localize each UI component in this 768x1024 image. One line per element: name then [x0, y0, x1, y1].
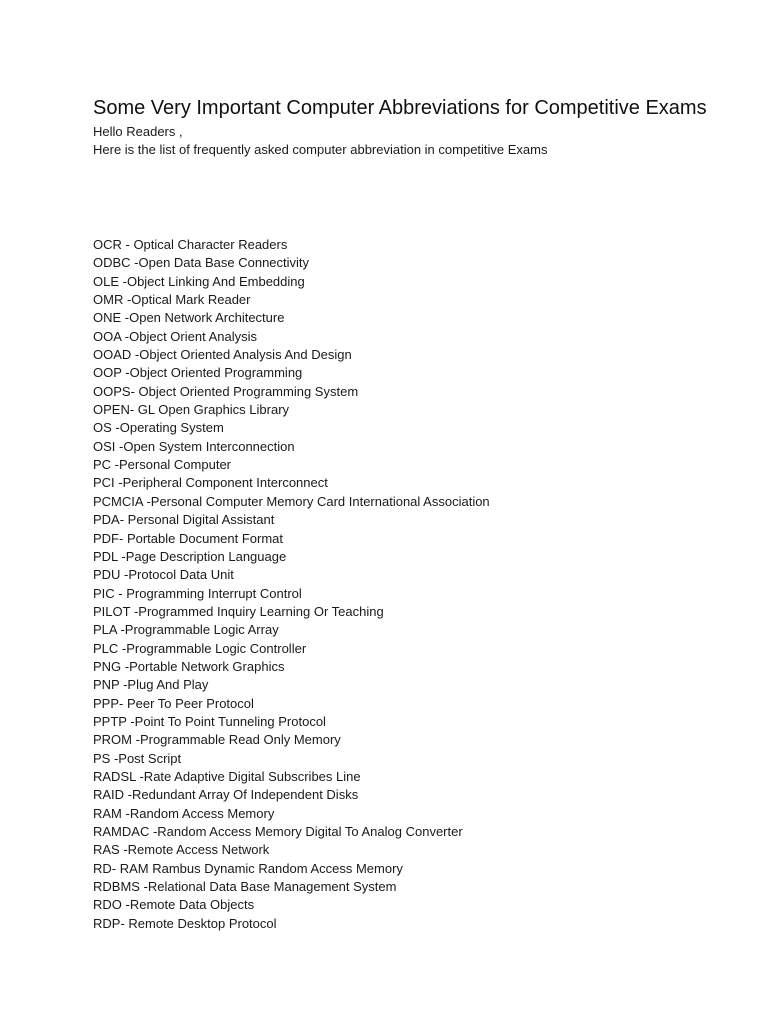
- list-item: RD- RAM Rambus Dynamic Random Access Memory: [93, 860, 403, 876]
- greeting-text: Hello Readers ,: [93, 124, 183, 139]
- list-item: ONE -Open Network Architecture: [93, 310, 285, 326]
- list-item: PCI -Peripheral Component Interconnect: [93, 475, 328, 491]
- list-item: RAMDAC -Random Access Memory Digital To Analog Converter: [93, 824, 463, 839]
- list-item: PROM -Programmable Read Only Memory: [93, 732, 341, 748]
- list-item: RDP- Remote Desktop Protocol: [93, 915, 277, 931]
- list-item: PDL -Page Description Language: [93, 548, 287, 564]
- list-item: PLA -Programmable Logic Array: [93, 622, 279, 638]
- intro-block: [93, 123, 713, 159]
- abbreviation-list: [93, 236, 713, 933]
- list-item: PDA- Personal Digital Assistant: [93, 512, 275, 528]
- list-item: RADSL -Rate Adaptive Digital Subscribes Line: [93, 768, 361, 784]
- list-item: RAM -Random Access Memory: [93, 805, 275, 821]
- list-item: RAID -Redundant Array Of Independent Disks: [93, 787, 359, 803]
- list-item: RDBMS -Relational Data Base Management System: [93, 879, 397, 895]
- list-item: OSI -Open System Interconnection: [93, 438, 295, 454]
- list-item: PNG -Portable Network Graphics: [93, 658, 285, 674]
- list-item: PNP -Plug And Play: [93, 677, 209, 693]
- page-title: Some Very Important Computer Abbreviations for Competitive Exams: [93, 97, 707, 119]
- list-item: OLE -Object Linking And Embedding: [93, 273, 305, 289]
- list-item: PDF- Portable Document Format: [93, 530, 284, 546]
- list-item: RDO -Remote Data Objects: [93, 897, 255, 913]
- list-item: OOA -Object Orient Analysis: [93, 328, 258, 344]
- intro-text: Here is the list of frequently asked computer abbreviation in competitive Exams: [93, 142, 548, 157]
- list-item: PLC -Programmable Logic Controller: [93, 640, 307, 656]
- list-item: OOP -Object Oriented Programming: [93, 365, 303, 381]
- list-item: OOPS- Object Oriented Programming System: [93, 383, 359, 399]
- list-item: OMR -Optical Mark Reader: [93, 292, 251, 308]
- list-item: OOAD -Object Oriented Analysis And Design: [93, 347, 352, 363]
- list-item: PDU -Protocol Data Unit: [93, 567, 234, 583]
- list-item: ODBC -Open Data Base Connectivity: [93, 255, 310, 271]
- list-item: PILOT -Programmed Inquiry Learning Or Teaching: [93, 603, 384, 619]
- list-item: OS -Operating System: [93, 420, 224, 436]
- list-item: PPTP -Point To Point Tunneling Protocol: [93, 713, 326, 729]
- list-item: PPP- Peer To Peer Protocol: [93, 695, 254, 711]
- list-item: PS -Post Script: [93, 750, 182, 766]
- list-item: PCMCIA -Personal Computer Memory Card International Association: [93, 493, 490, 509]
- list-item: RAS -Remote Access Network: [93, 842, 270, 858]
- list-item: OCR - Optical Character Readers: [93, 237, 288, 252]
- list-item: PC -Personal Computer: [93, 457, 231, 473]
- list-item: OPEN- GL Open Graphics Library: [93, 402, 290, 418]
- list-item: PIC - Programming Interrupt Control: [93, 585, 302, 601]
- document-header: [93, 96, 713, 159]
